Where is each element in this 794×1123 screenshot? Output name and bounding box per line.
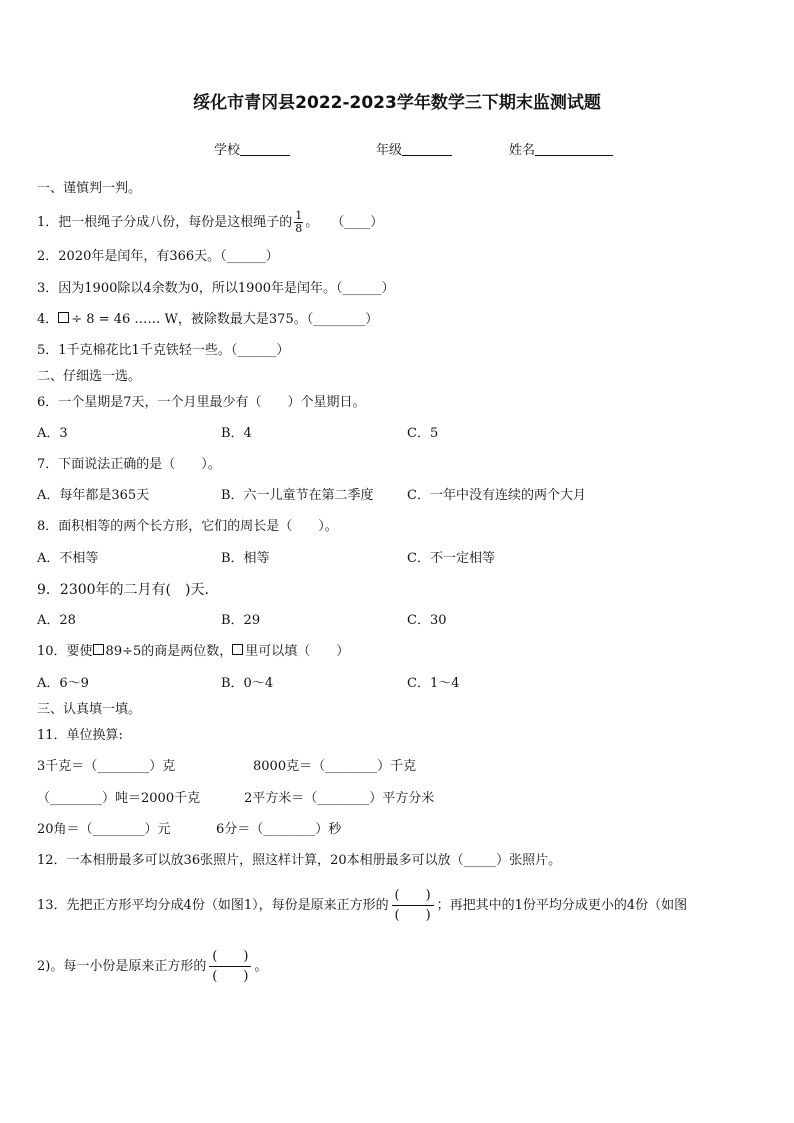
- question-7: 7．下面说法正确的是（ ）。: [37, 457, 221, 472]
- q11-item-3[interactable]: （________）吨＝2000千克: [37, 791, 201, 806]
- q7-option-c[interactable]: C．一年中没有连续的两个大月: [407, 488, 586, 503]
- question-13-part2: ；再把其中的1份平均分成更小的4份（如图: [436, 898, 688, 913]
- grade-field[interactable]: [376, 139, 452, 158]
- question-13-continued: [37, 949, 267, 984]
- question-10-mid: 89÷5的商是两位数，: [105, 644, 233, 659]
- name-field[interactable]: [509, 139, 613, 158]
- q10-option-a[interactable]: A．6～9: [37, 676, 89, 691]
- question-13-part4: 。: [254, 959, 268, 974]
- q6-option-c[interactable]: C．5: [407, 426, 439, 441]
- question-5: 5．1千克棉花比1千克铁轻一些。（______）: [37, 343, 290, 358]
- q6-option-a[interactable]: A．3: [37, 426, 68, 441]
- q9-option-c[interactable]: C．30: [407, 613, 447, 628]
- question-1-tail: 。 （____）: [305, 215, 384, 230]
- q7-option-b[interactable]: B．六一儿童节在第二季度: [221, 488, 374, 503]
- fraction-numerator: 1: [295, 209, 303, 222]
- q8-option-b[interactable]: B．相等: [221, 551, 270, 566]
- question-10: [37, 642, 349, 662]
- question-11: 11．单位换算:: [37, 728, 123, 743]
- q6-option-b[interactable]: B．4: [221, 426, 252, 441]
- q9-option-b[interactable]: B．29: [221, 613, 261, 628]
- question-8: 8．面积相等的两个长方形，它们的周长是（ ）。: [37, 519, 338, 534]
- q8-option-c[interactable]: C．不一定相等: [407, 551, 495, 566]
- question-1-text: 1．把一根绳子分成八份，每份是这根绳子的: [37, 215, 293, 230]
- q8-option-a[interactable]: A．不相等: [37, 551, 99, 566]
- school-blank[interactable]: [240, 141, 290, 156]
- fraction-denominator: 8: [295, 222, 303, 235]
- question-6: 6．一个星期是7天，一个月里最少有（ ）个星期日。: [37, 395, 366, 410]
- question-10-pre: 10．要使: [37, 644, 93, 659]
- question-1: [37, 210, 383, 235]
- fraction-one-eighth: [294, 210, 303, 235]
- question-12: 12．一本相册最多可以放36张照片，照这样计算，20本相册最多可以放（_____）张照片。: [37, 853, 562, 868]
- fraction-denominator-blank[interactable]: ( ): [394, 908, 431, 923]
- question-2: 2．2020年是闰年，有366天。（______）: [37, 249, 279, 264]
- name-label: 姓名: [509, 143, 536, 158]
- grade-label: 年级: [376, 143, 403, 158]
- question-10-post: 里可以填（ ）: [245, 644, 350, 659]
- name-blank[interactable]: [535, 141, 613, 156]
- question-3: 3．因为1900除以4余数为0，所以1900年是闰年。（______）: [37, 281, 395, 296]
- school-field[interactable]: [214, 139, 290, 158]
- grade-blank[interactable]: [402, 141, 452, 156]
- square-box-icon: [58, 312, 69, 323]
- question-13-part3: 2)。每一小份是原来正方形的: [37, 959, 207, 974]
- fraction-numerator-blank[interactable]: ( ): [394, 888, 431, 903]
- question-13: [37, 888, 687, 923]
- section-1-heading: 一、谨慎判一判。: [37, 181, 142, 196]
- question-4-text: ÷ 8 = 46 …… W，被除数最大是375。（________）: [71, 312, 379, 327]
- square-box-icon: [93, 644, 104, 655]
- question-4: [37, 310, 378, 330]
- fraction-denominator-blank[interactable]: ( ): [212, 969, 249, 984]
- q11-item-1[interactable]: 3千克＝（________）克: [37, 759, 176, 774]
- q10-option-b[interactable]: B．0～4: [221, 676, 274, 691]
- question-9: 9．2300年的二月有( )天.: [37, 582, 209, 598]
- q7-option-a[interactable]: A．每年都是365天: [37, 488, 150, 503]
- q11-item-6[interactable]: 6分＝（________）秒: [216, 822, 342, 837]
- square-box-icon: [232, 644, 243, 655]
- q13-fraction-blank-1[interactable]: [392, 888, 434, 923]
- section-2-heading: 二、仔细选一选。: [37, 369, 142, 384]
- page-title: 绥化市青冈县2022-2023学年数学三下期末监测试题: [193, 93, 601, 113]
- school-label: 学校: [214, 143, 241, 158]
- question-13-part1: 13．先把正方形平均分成4份（如图1），每份是原来正方形的: [37, 898, 389, 913]
- q11-item-5[interactable]: 20角＝（________）元: [37, 822, 171, 837]
- question-4-number: 4．: [37, 312, 59, 327]
- q10-option-c[interactable]: C．1～4: [407, 676, 460, 691]
- fraction-numerator-blank[interactable]: ( ): [212, 949, 249, 964]
- q11-item-4[interactable]: 2平方米＝（________）平方分米: [244, 791, 435, 806]
- q13-fraction-blank-2[interactable]: [209, 949, 251, 984]
- q9-option-a[interactable]: A．28: [37, 613, 76, 628]
- section-3-heading: 三、认真填一填。: [37, 702, 142, 717]
- q11-item-2[interactable]: 8000克＝（________）千克: [253, 759, 417, 774]
